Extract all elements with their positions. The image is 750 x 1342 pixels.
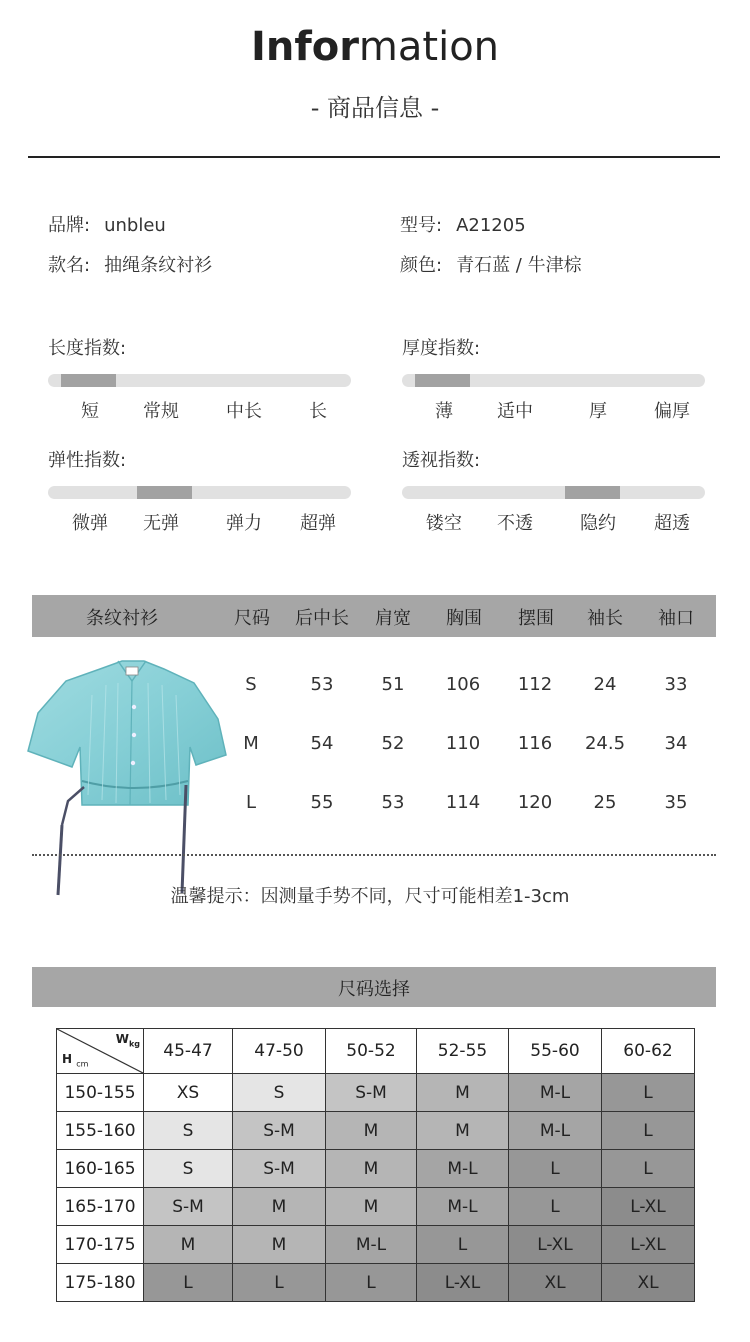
style-value: 抽绳条纹衬衫 [104,255,213,276]
height-unit: cm [76,1059,89,1068]
transparency-index-labels [402,509,705,533]
thickness-index-fill [415,374,470,387]
measurement-cell: 55 [310,792,334,813]
transparency-option: 隐约 [580,513,616,534]
height-letter: H [62,1051,73,1066]
size-recommendation-cell: L [144,1264,233,1302]
transparency-index-bar [402,486,705,499]
brand-row [48,211,166,237]
weight-range-header: 52-55 [417,1029,509,1074]
weight-range-header: 47-50 [233,1029,326,1074]
thickness-index-title: 厚度指数: [402,338,481,359]
col-header: 后中长 [295,608,349,629]
size-chart-header [32,595,716,637]
size-select-row [57,1150,695,1188]
brand-label: 品牌: [48,215,91,236]
title-light: mation [358,24,500,70]
measurement-cell: 24.5 [584,733,626,754]
size-select-table [56,1028,695,1302]
measurement-cell: 52 [381,733,405,754]
size-label-cell: M [243,733,259,754]
size-recommendation-cell: M-L [417,1150,509,1188]
length-index-title: 长度指数: [48,338,127,359]
length-option: 短 [81,401,99,422]
size-recommendation-cell: L [602,1150,695,1188]
length-index-labels [48,397,351,421]
model-row [400,211,526,237]
measurement-cell: 110 [445,733,481,754]
height-range-cell: 170-175 [57,1226,144,1264]
col-header: 肩宽 [375,608,411,629]
weight-range-header: 55-60 [509,1029,602,1074]
brand-value: unbleu [104,215,166,236]
length-index-fill [61,374,116,387]
thickness-option: 偏厚 [654,401,690,422]
size-recommendation-cell: L-XL [602,1226,695,1264]
thickness-index-bar [402,374,705,387]
style-row [48,251,212,277]
size-recommendation-cell: M-L [417,1188,509,1226]
size-recommendation-cell: M [144,1226,233,1264]
elasticity-option: 微弹 [72,513,108,534]
size-select-row [57,1112,695,1150]
size-recommendation-cell: L [602,1112,695,1150]
measurement-cell: 54 [310,733,334,754]
size-recommendation-cell: XL [509,1264,602,1302]
measurement-cell: 116 [517,733,553,754]
title-bold: Infor [250,24,359,70]
measurement-cell: 35 [664,792,688,813]
col-header: 摆围 [518,608,554,629]
height-range-cell: 155-160 [57,1112,144,1150]
thickness-index-labels [402,397,705,421]
measurement-cell: 114 [445,792,481,813]
size-recommendation-cell: L-XL [417,1264,509,1302]
size-recommendation-cell: L [602,1074,695,1112]
size-recommendation-cell: M [417,1074,509,1112]
size-recommendation-cell: S-M [144,1188,233,1226]
header-divider [28,156,720,158]
size-select-row [57,1226,695,1264]
elasticity-index-labels [48,509,351,533]
style-label: 款名: [48,255,91,276]
weight-label [116,1032,140,1048]
height-range-cell: 150-155 [57,1074,144,1112]
height-range-cell: 175-180 [57,1264,144,1302]
height-label [62,1052,88,1068]
thickness-option: 薄 [435,401,453,422]
size-recommendation-cell: S [233,1074,326,1112]
weight-range-header: 50-52 [326,1029,417,1074]
height-range-cell: 160-165 [57,1150,144,1188]
size-select-row [57,1264,695,1302]
size-recommendation-cell: M [233,1188,326,1226]
color-value: 青石蓝 / 牛津棕 [456,255,582,276]
elasticity-option: 弹力 [226,513,262,534]
measurement-cell: 112 [517,674,553,695]
measurement-cell: 53 [381,792,405,813]
transparency-option: 超透 [654,513,690,534]
length-index-bar [48,374,351,387]
size-recommendation-cell: M [417,1112,509,1150]
shirt-image [22,655,232,900]
height-range-cell: 165-170 [57,1188,144,1226]
size-recommendation-cell: L [417,1226,509,1264]
measurement-cell: 24 [593,674,617,695]
size-recommendation-cell: S-M [326,1074,417,1112]
weight-letter: W [115,1032,129,1046]
size-recommendation-cell: M-L [326,1226,417,1264]
size-recommendation-cell: M [326,1150,417,1188]
page-title [0,24,750,70]
transparency-option: 不透 [497,513,533,534]
page-subtitle: - 商品信息 - [310,94,440,122]
size-recommendation-cell: S [144,1150,233,1188]
col-header: 袖口 [658,608,694,629]
dotted-divider [32,854,716,856]
measurement-cell: 51 [381,674,405,695]
weight-range-header: 45-47 [144,1029,233,1074]
size-label-cell: L [245,792,257,813]
size-recommendation-cell: L [326,1264,417,1302]
size-select-title: 尺码选择 [338,979,410,1000]
size-recommendation-cell: M [326,1112,417,1150]
col-header: 胸围 [446,608,482,629]
measurement-cell: 120 [517,792,553,813]
size-recommendation-cell: M [233,1226,326,1264]
col-header: 袖长 [587,608,623,629]
size-recommendation-cell: S-M [233,1150,326,1188]
measurement-cell: 53 [310,674,334,695]
size-recommendation-cell: L [509,1150,602,1188]
measurement-tip: 温馨提示：因测量手势不同，尺寸可能相差1-3cm [170,886,570,907]
size-label-cell: S [245,674,257,695]
weight-range-header: 60-62 [602,1029,695,1074]
model-value: A21205 [456,215,526,236]
product-name: 条纹衬衫 [86,608,158,629]
size-recommendation-cell: XL [602,1264,695,1302]
transparency-option: 镂空 [426,513,462,534]
transparency-index-title: 透视指数: [402,450,481,471]
size-recommendation-cell: M-L [509,1112,602,1150]
length-option: 中长 [226,401,262,422]
color-label: 颜色: [400,255,443,276]
elasticity-index-title: 弹性指数: [48,450,127,471]
size-recommendation-cell: M [326,1188,417,1226]
length-option: 长 [309,401,327,422]
weight-unit: kg [128,1039,140,1049]
model-label: 型号: [400,215,443,236]
color-row [400,251,582,277]
corner-cell [57,1029,144,1074]
measurement-cell: 25 [593,792,617,813]
size-select-row [57,1074,695,1112]
size-select-header-row [57,1029,695,1074]
elasticity-option: 无弹 [143,513,179,534]
elasticity-option: 超弹 [300,513,336,534]
size-recommendation-cell: S [144,1112,233,1150]
size-select-header [32,967,716,1007]
measurement-cell: 106 [445,674,481,695]
length-option: 常规 [143,401,179,422]
elasticity-index-bar [48,486,351,499]
size-recommendation-cell: L-XL [509,1226,602,1264]
size-recommendation-cell: XS [144,1074,233,1112]
thickness-option: 厚 [589,401,607,422]
elasticity-index-fill [137,486,192,499]
measurement-cell: 34 [664,733,688,754]
size-select-row [57,1188,695,1226]
size-recommendation-cell: L [233,1264,326,1302]
col-header: 尺码 [234,608,270,629]
transparency-index-fill [565,486,620,499]
size-recommendation-cell: M-L [509,1074,602,1112]
thickness-option: 适中 [497,401,533,422]
size-recommendation-cell: S-M [233,1112,326,1150]
size-recommendation-cell: L [509,1188,602,1226]
size-recommendation-cell: L-XL [602,1188,695,1226]
measurement-cell: 33 [664,674,688,695]
